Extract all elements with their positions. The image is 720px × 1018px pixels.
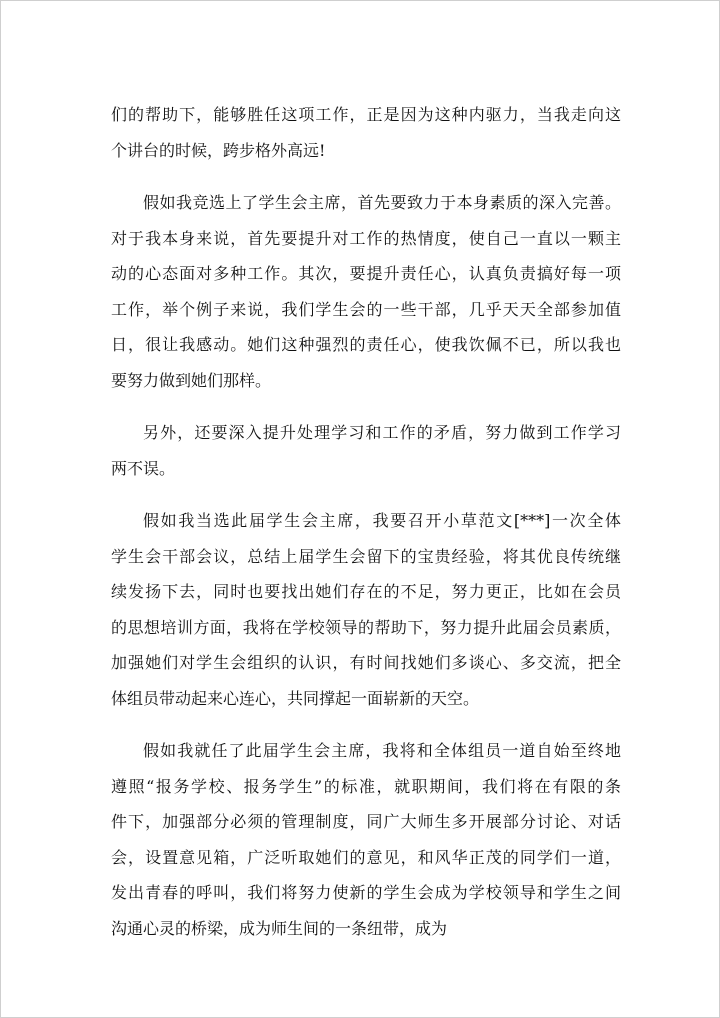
text-line: 对于我本身来说，首先要提升对工作的热情度，使自己一直以一颗主 [111,228,621,248]
text-line: 遵照“报务学校、报务学生”的标准，就职期间，我们将在有限的条 [111,776,621,796]
text-line: 学生会干部会议，总结上届学生会留下的宝贵经验，将其优良传统继 [111,546,621,566]
text-line: 要努力做到她们那样。 [111,370,272,390]
text-line: 续发扬下去，同时也要找出她们存在的不足，努力更正，比如在会员 [111,582,621,601]
text-line: 会，设置意见箱，广泛听取她们的意见，和风华正茂的同学们一道， [111,847,621,867]
text-line: 两不误。 [111,458,176,478]
text-line: 沟通心灵的桥梁，成为师生间的一条纽带，成为 [111,918,448,938]
text-line: 动的心态面对多种工作。其次，要提升责任心，认真负责搞好每一项 [111,264,621,283]
text-line: 加强她们对学生会组织的认识，有时间找她们多谈心、多交流，把全 [111,653,621,672]
text-line: 假如我竞选上了学生会主席，首先要致力于本身素质的深入完善。 [143,193,621,212]
text-line: 的思想培训方面，我将在学校领导的帮助下，努力提升此届会员素质， [111,617,621,637]
paragraph [111,97,621,168]
paragraph [111,503,621,716]
text-line: 体组员带动起来心连心，共同撑起一面崭新的天空。 [111,688,480,708]
text-line: 假如我当选此届学生会主席，我要召开小草范文[***]一次全体 [143,511,621,530]
text-line: 件下，加强部分必须的管理制度，同广大师生多开展部分讨论、对话 [111,812,621,831]
text-line: 日，很让我感动。她们这种强烈的责任心，使我饮佩不已，所以我也 [111,335,621,354]
text-line: 工作，举个例子来说，我们学生会的一些干部，几乎天天全部参加值 [111,299,621,319]
paragraph [111,185,621,398]
text-line: 个讲台的时候，跨步格外高远! [111,140,326,160]
document-body [111,97,621,946]
text-line: 假如我就任了此届学生会主席，我将和全体组员一道自始至终地 [143,741,621,760]
paragraph [111,733,621,946]
text-line: 另外，还要深入提升处理学习和工作的矛盾，努力做到工作学习 [143,423,621,442]
text-line: 们的帮助下，能够胜任这项工作，正是因为这种内驱力，当我走向这 [111,105,621,124]
paragraph [111,415,621,486]
text-line: 发出青春的呼叫，我们将努力使新的学生会成为学校领导和学生之间 [111,883,621,902]
